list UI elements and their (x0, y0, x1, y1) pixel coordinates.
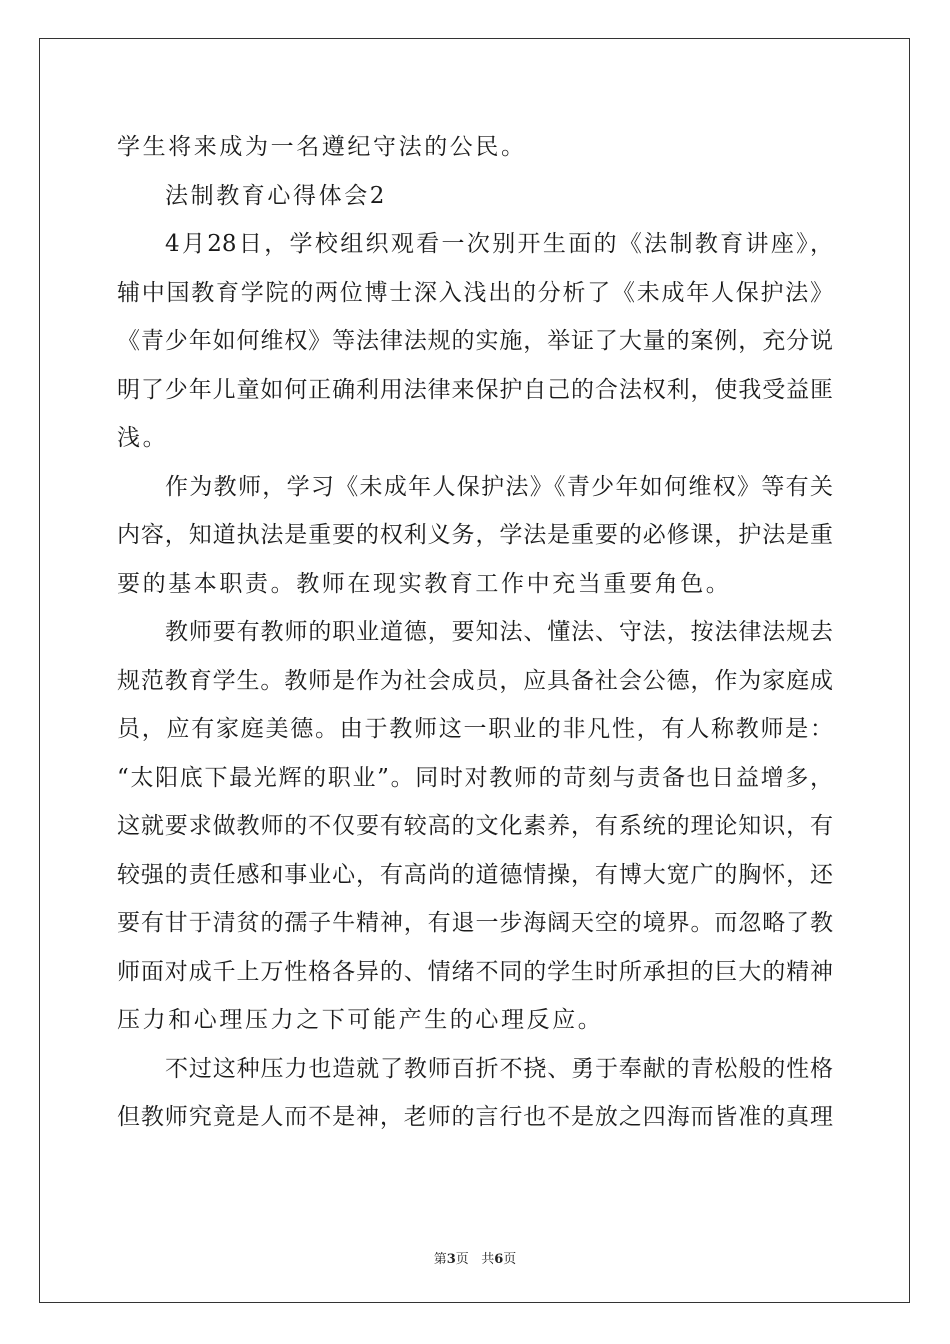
current-page-number: 3 (446, 1252, 456, 1267)
paragraph-line: 4月28日，学校组织观看一次别开生面的《法制教育讲座》， (165, 231, 833, 257)
page-suffix: 页 (455, 1252, 469, 1267)
total-suffix: 页 (503, 1252, 517, 1267)
paragraph-line: 浅。 (117, 425, 169, 451)
paragraph-line: 教师要有教师的职业道德，要知法、懂法、守法，按法律法规去 (165, 619, 833, 645)
paragraph-line: 要有甘于清贫的孺子牛精神，有退一步海阔天空的境界。而忽略了教 (117, 910, 833, 936)
paragraph-line: 辅中国教育学院的两位博士深入浅出的分析了《未成年人保护法》 (117, 279, 833, 306)
section-heading: 法制教育心得体会2 (165, 182, 388, 209)
paragraph-line: 规范教育学生。教师是作为社会成员，应具备社会公德，作为家庭成 (117, 667, 833, 694)
document-body (117, 123, 833, 1142)
paragraph-line: 压力和心理压力之下可能产生的心理反应。 (117, 1007, 604, 1033)
paragraph-line: 但教师究竟是人而不是神，老师的言行也不是放之四海而皆准的真理 (117, 1104, 833, 1130)
page-footer (0, 1248, 950, 1267)
paragraph-line: 这就要求做教师的不仅要有较高的文化素养，有系统的理论知识，有 (117, 813, 833, 839)
page-prefix: 第 (433, 1252, 447, 1267)
paragraph-line: 员，应有家庭美德。由于教师这一职业的非凡性，有人称教师是： (117, 716, 833, 742)
paragraph-line: 要的基本职责。教师在现实教育工作中充当重要角色。 (117, 570, 732, 597)
paragraph-line: 内容，知道执法是重要的权利义务，学法是重要的必修课，护法是重 (117, 522, 833, 548)
paragraph-line: 较强的责任感和事业心，有高尚的道德情操，有博大宽广的胸怀，还 (117, 861, 833, 888)
total-pages-number: 6 (494, 1252, 504, 1267)
paragraph-line: 不过这种压力也造就了教师百折不挠、勇于奉献的青松般的性格 (165, 1055, 833, 1082)
paragraph-line: 学生将来成为一名遵纪守法的公民。 (117, 134, 527, 160)
paragraph-line: 师面对成千上万性格各异的、情绪不同的学生时所承担的巨大的精神 (117, 958, 833, 985)
total-prefix: 共 (481, 1252, 495, 1267)
paragraph-line: 作为教师，学习《未成年人保护法》《青少年如何维权》等有关 (165, 473, 833, 500)
paragraph-line: 明了少年儿童如何正确利用法律来保护自己的合法权利，使我受益匪 (117, 376, 833, 403)
paragraph-line: 《青少年如何维权》等法律法规的实施，举证了大量的案例，充分说 (117, 328, 833, 354)
paragraph-line: “太阳底下最光辉的职业”。同时对教师的苛刻与责备也日益增多， (117, 764, 833, 791)
